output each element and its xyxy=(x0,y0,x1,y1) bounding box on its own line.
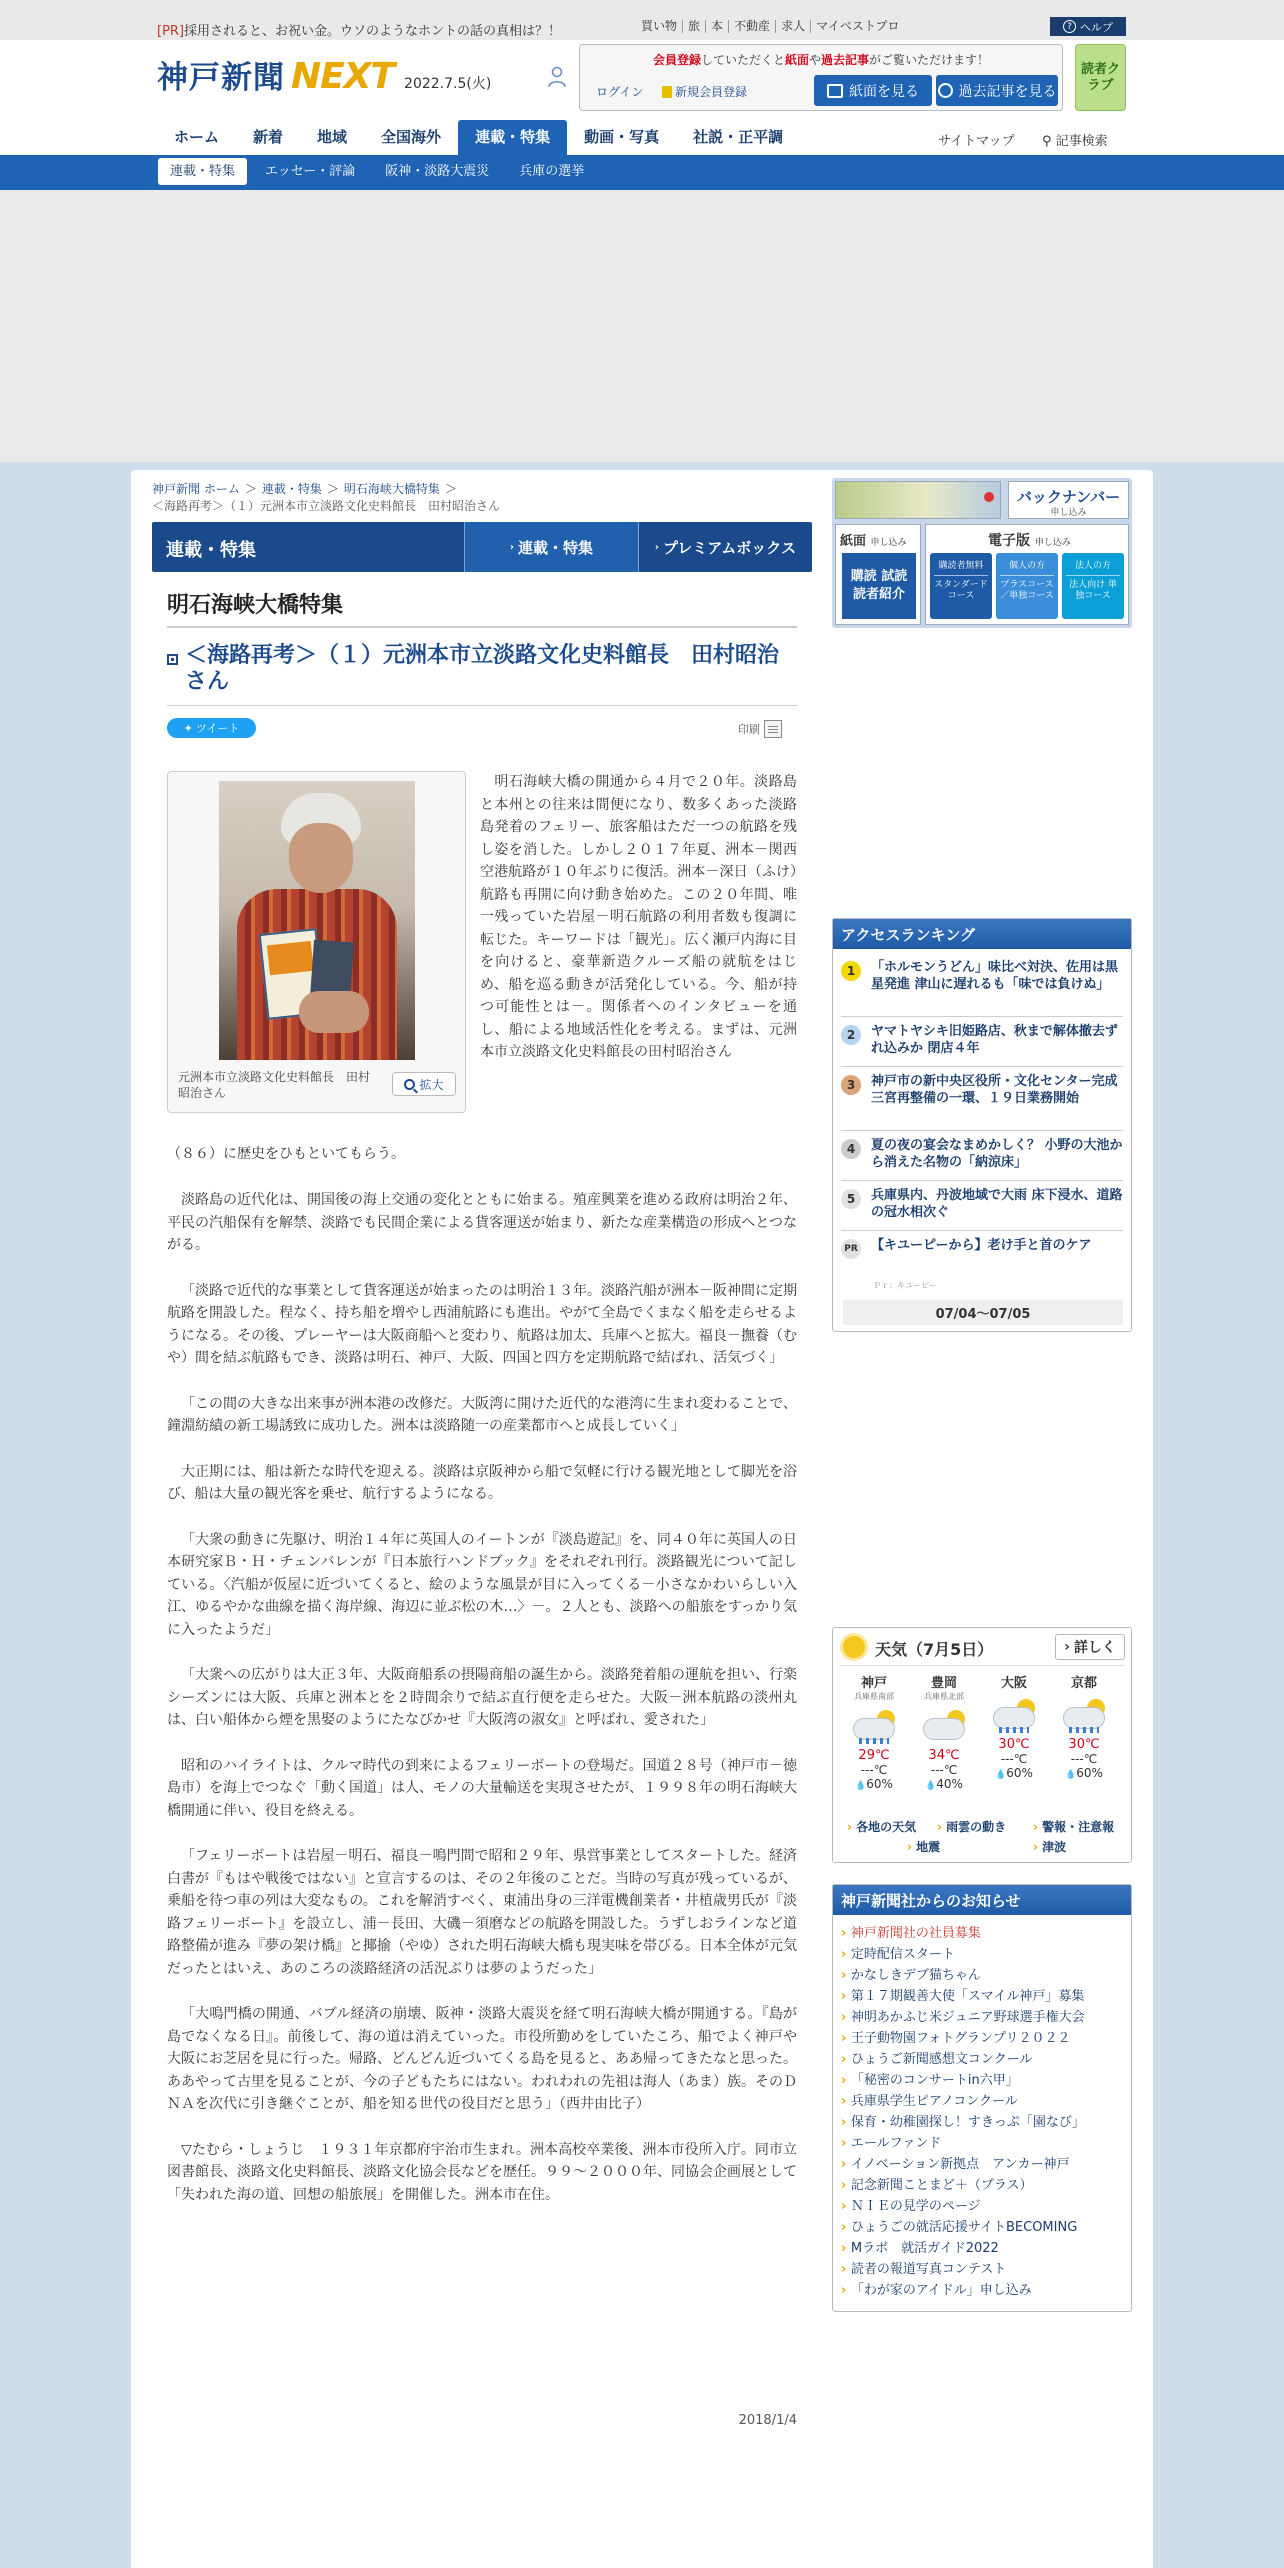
paragraph: 「大衆への広がりは大正３年、大阪商船系の摂陽商船の誕生から。淡路発着船の運航を担い、行楽シーズンには大阪、兵庫と洲本とを２時間余りで結ぶ直行便を走らせた。大阪－洲本航路の淡州丸は、白い船体から煙を黒娶のようにたなびかせ『大阪湾の淑女』と呼ばれ、愛された」 xyxy=(167,1667,797,1728)
member-box xyxy=(579,44,1063,111)
notice-item[interactable]: › 「秘密のコンサートin六甲」 xyxy=(841,2070,1085,2091)
nav-local[interactable]: 地域 xyxy=(317,128,348,146)
ranking-item[interactable]: 4 夏の夜の宴会なまめかしく？ 小野の大池から消えた名物の「納涼床」 xyxy=(841,1137,1123,1181)
paper-icon xyxy=(827,84,843,98)
twitter-bird-icon: ✦ xyxy=(183,721,193,735)
company-notices xyxy=(832,1884,1132,2312)
link-mybestpro[interactable]: マイベストプロ xyxy=(810,20,904,33)
site-logo[interactable] xyxy=(157,52,491,96)
sun-icon xyxy=(843,1636,865,1658)
cloudy-sun-icon xyxy=(919,1708,969,1744)
ranking-period: 07/04～07/05 xyxy=(843,1300,1123,1325)
nav-features[interactable]: 連載・特集 xyxy=(458,120,567,155)
ranking-item[interactable]: 1 「ホルモンうどん」味比べ対決、佐用は黒星発進 津山に遅れるも「味では負けぬ」 xyxy=(841,959,1123,1017)
notice-item[interactable]: › 兵庫県学生ピアノコンクール xyxy=(841,2091,1085,2112)
digital-standard-button[interactable]: 購読者無料 スタンダード コース xyxy=(930,553,992,619)
crumb-current: ＜海路再考＞（１）元洲本市立淡路文化史料館長 田村昭治さん xyxy=(152,499,501,513)
weather-link-radar[interactable]: › 雨雲の動き xyxy=(937,1818,1006,1835)
crumb-home[interactable]: 神戸新聞 ホーム xyxy=(152,482,240,496)
link-travel[interactable]: 旅 xyxy=(682,20,705,33)
subnav-essay[interactable]: エッセー・評論 xyxy=(265,164,356,179)
sitemap-link[interactable]: サイトマップ xyxy=(938,134,1015,149)
divider xyxy=(167,705,797,706)
notice-item[interactable]: › 神戸新聞社の社員募集 xyxy=(841,1923,1085,1944)
section-header xyxy=(152,522,812,572)
weather-city-osaka: 大阪 30℃ ---℃ 💧 60% xyxy=(981,1672,1047,1780)
breadcrumb: 神戸新聞 ホーム ＞ 連載・特集 ＞ 明石海峡大橋特集 ＞ ＜海路再考＞（１）元洲本市立淡路文化史料館長 田村昭治さん xyxy=(152,481,652,515)
weather-link-earthquake[interactable]: › 地震 xyxy=(907,1838,940,1855)
pr-link[interactable] xyxy=(157,20,561,39)
notice-item[interactable]: › 第１７期観善大使「スマイル神戸」募集 xyxy=(841,1986,1085,2007)
pr-text: 採用されると、お祝い金。ウソのようなホントの話の真相は？！ xyxy=(184,24,562,39)
member-message: 会員登録していただくと紙面や過去記事がご覧いただけます！ xyxy=(652,53,990,67)
divider xyxy=(167,626,797,628)
view-paper-button[interactable]: 紙面を見る xyxy=(814,75,932,106)
article-lead-continued: （８６）に歴史をひもといてもらう。 xyxy=(167,1146,405,1162)
chevron-right-icon: › xyxy=(1064,1639,1070,1655)
notice-item[interactable]: › ＮＩＥの見学のページ xyxy=(841,2196,1085,2217)
cloudy-rain-icon xyxy=(849,1708,899,1744)
magnifier-icon xyxy=(404,1079,415,1090)
tab-premium-box[interactable]: › プレミアムボックス xyxy=(638,522,812,572)
print-button[interactable]: 印刷 xyxy=(738,720,782,738)
paper-subscribe-button[interactable]: 購読 試読 読者紹介 xyxy=(842,553,916,619)
weather-link-regions[interactable]: › 各地の天気 xyxy=(847,1818,916,1835)
paragraph: 昭和のハイライトは、クルマ時代の到来によるフェリーボートの登場だ。国道２８号（神戸市－徳島市）を海上でつなぐ「動く国道」は人、モノの大量輸送を実現させたが、１９９８年の明石海峡大橋開通に伴い、役目を終える。 xyxy=(167,1757,797,1819)
view-past-button[interactable]: 過去記事を見る xyxy=(936,75,1058,106)
notice-item[interactable]: › 神明あかふじ米ジュニア野球選手権大会 xyxy=(841,2007,1085,2028)
subnav-earthquake[interactable]: 阪神・淡路大震災 xyxy=(385,164,490,179)
notice-item[interactable]: › 記念新聞ことまど＋（プラス） xyxy=(841,2175,1085,2196)
print-icon xyxy=(764,720,782,738)
cloudy-rain-icon xyxy=(1059,1697,1109,1733)
profile-paragraph: ▽たむら・しょうじ １９３１年京都府宇治市生まれ。洲本高校卒業後、洲本市役所入庁。同市立図書館長、淡路文化史料館長、淡路文化協会長などを歴任。９９～２０００年、同協会企画展として「失われた海の道、回想の船旅展」を開催した。洲本市在住。 xyxy=(167,2141,797,2203)
notice-item[interactable]: › 王子動物園フォトグランプリ２０２２ xyxy=(841,2028,1085,2049)
pr-credit: Ｐｒ：キユーピー xyxy=(873,1281,937,1290)
logo-next: NEXT xyxy=(291,56,395,97)
title-bullet-icon xyxy=(167,654,178,665)
digital-personal-button[interactable]: 個人の方 プラスコース ／単独コース xyxy=(996,553,1058,619)
paper-subscription: 紙面 申し込み 購読 試読 読者紹介 xyxy=(835,524,921,625)
digital-subscription: 電子版 申し込み 購読者無料 スタンダード コース 個人の方 プラスコース ／単独コース 法人の方 法人向け 単独コース xyxy=(925,524,1129,625)
register-link[interactable]: 新規会員登録 xyxy=(662,83,747,100)
banner-ad-image[interactable] xyxy=(835,481,1001,519)
article-body xyxy=(167,1189,797,2229)
tweet-button[interactable]: ✦ ツイート xyxy=(167,718,256,738)
nav-video[interactable]: 動画・写真 xyxy=(584,128,660,146)
link-book[interactable]: 本 xyxy=(705,20,728,33)
subscription-banner xyxy=(832,478,1132,628)
weather-widget xyxy=(832,1627,1132,1863)
paragraph: 「大衆の動きに先駆け、明治１４年に英国人のイートンが『淡島遊記』を、同４０年に英国人の日本研究家Ｂ・Ｈ・チェンバレンが『日本旅行ハンドブック』をそれぞれ刊行。淡路観光について記している。〈汽船が仮屋に近づいてくると、絵のような風景が目に入ってくる－小さなかわいらしい入江、ゆるやかな曲線を描く海岸線、海辺に並ぶ松の木…〉－。２人とも、淡路への船旅をすっかり気に入ったようだ」 xyxy=(167,1531,797,1638)
link-realestate[interactable]: 不動産 xyxy=(728,20,775,33)
notice-item[interactable]: › 保育・幼稚園探し！すきっぷ「園なび」 xyxy=(841,2112,1085,2133)
paragraph: 「淡路で近代的な事業として貨客運送が始まったのは明治１３年。淡路汽船が洲本－阪神間に定期航路を開設した。程なく、持ち船を増やし西浦航路にも進出。やがて全島でくまなく船を走らせるようになる。その後、プレーヤーは大阪商船へと変わり、航路は加太、兵庫へと拡大。福良－撫養（むや）間を結ぶ航路もでき、淡路は明石、神戸、大阪、四国と四方を定期航路で結ばれ、活気づく」 xyxy=(167,1282,797,1366)
weather-link-tsunami[interactable]: › 津波 xyxy=(1033,1838,1066,1855)
logo-main: 神戸新聞 xyxy=(157,60,285,96)
question-icon: ? xyxy=(1063,20,1076,33)
notices-list xyxy=(841,1923,1085,2301)
digital-corporate-button[interactable]: 法人の方 法人向け 単独コース xyxy=(1062,553,1124,619)
notice-item[interactable]: › Mラボ 就活ガイド2022 xyxy=(841,2238,1085,2259)
paragraph: 「フェリーボートは岩屋－明石、福良－鳴門間で昭和２９年、県営事業としてスタートした。経済白書が『もはや戦後ではない』と宣言するのは、その２年後のことだ。当時の写真が残っているが、乗船を待つ車の列は大変なもの。これを解消すべく、東浦出身の三洋電機創業者・井植歳男氏が『淡路フェリーボート』を設立し、浦－長田、大磯－須磨などの航路を開設した。うずしおラインなど道路整備が進み『夢の架け橋』と揶揄（やゆ）された明石海峡大橋も現実味を帯びる。日本全体が元気だったとはいえ、あのころの淡路経済の活況ぶりは夢のようだった」 xyxy=(167,1848,797,1977)
notice-item[interactable]: › ひょうごの就活応援サイトBECOMING xyxy=(841,2217,1085,2238)
main-nav xyxy=(157,120,800,155)
header-date: 2022.7.5(火) xyxy=(404,76,492,92)
zoom-button[interactable]: 拡大 xyxy=(392,1072,456,1096)
paragraph: 淡路島の近代化は、開国後の海上交通の変化とともに始まる。殖産興業を進める政府は明治２年、平民の汽船保有を解禁、淡路でも民間企業による貨客運送が始まり、新たな産業構造の形成へとつながる。 xyxy=(167,1192,797,1253)
notice-item[interactable]: › かなしきデブ猫ちゃん xyxy=(841,1965,1085,1986)
backnumber-button[interactable]: バックナンバー 申し込み xyxy=(1008,481,1129,519)
ranking-item[interactable]: 3 神戸市の新中央区役所・文化センター完成 三宮再整備の一環、１９日業務開始 xyxy=(841,1073,1123,1131)
notice-item[interactable]: › 「わが家のアイドル」申し込み xyxy=(841,2280,1085,2301)
nav-national[interactable]: 全国海外 xyxy=(381,128,442,146)
ranking-item[interactable]: 2 ヤマトヤシキ旧姫路店、秋まで解体撤去ずれ込みか 閉店４年 xyxy=(841,1023,1123,1067)
tab-features[interactable]: › 連載・特集 xyxy=(464,522,638,572)
nav-new[interactable]: 新着 xyxy=(253,128,284,146)
weather-city-toyooka: 豊岡 兵庫県北部 34℃ ---℃ 💧 40% xyxy=(911,1672,977,1791)
photo-box xyxy=(167,771,466,1113)
ranking-item[interactable]: 5 兵庫県内、丹波地域で大雨 床下浸水、道路の冠水相次ぐ xyxy=(841,1187,1123,1231)
weather-more-button[interactable]: › 詳しく xyxy=(1055,1634,1125,1660)
nav-home[interactable]: ホーム xyxy=(174,128,220,146)
notice-item[interactable]: › 定時配信スタート xyxy=(841,1944,1085,1965)
photo-caption: 元洲本市立淡路文化史料館長 田村昭治さん xyxy=(178,1070,371,1100)
paragraph: 「この間の大きな出来事が洲本港の改修だ。大阪湾に開けた近代的な港湾に生まれ変わることで、鐘淵紡績の新工場誘致に成功した。洲本は淡路随一の産業都市へと成長していく」 xyxy=(167,1395,797,1434)
ranking-title: アクセスランキング xyxy=(833,919,1131,949)
paragraph: 「大鳴門橋の開通、バブル経済の崩壊、阪神・淡路大震災を経て明石海峡大橋が開通する。『島が島でなくなる日』。前後して、海の道は消えていった。市役所勤めをしていたころ、船でよく神戸や大阪にお芝居を見に行った。帰路、どんどん近づいてくる島を見ると、ああ帰ってきたなと思った。ああやって古里を見ることが、今の子どもたちにはない。われわれの先祖は海人（あま）族。そのＤＮＡを次代に引き継ぐことが、船を知る世代の役目だと思う」（西井由比子） xyxy=(167,2006,797,2112)
crumb-features[interactable]: 連載・特集 xyxy=(261,482,322,496)
paragraph: 大正期には、船は新たな時代を迎える。淡路は京阪神から船で気軽に行ける観光地として脚光を浴び、船は大量の観光客を乗せ、航行するようになる。 xyxy=(167,1463,797,1502)
search-icon: ⚲ xyxy=(1042,134,1056,149)
beginner-mark-icon xyxy=(662,86,672,98)
nav-editorial[interactable]: 社説・正平調 xyxy=(693,128,784,146)
user-icon xyxy=(548,66,566,88)
subnav-features[interactable]: 連載・特集 xyxy=(158,158,247,185)
service-links xyxy=(636,20,904,33)
section-title: 連載・特集 xyxy=(166,540,256,561)
article-date: 2018/1/4 xyxy=(738,2413,797,2428)
clock-icon xyxy=(938,83,953,98)
notices-title: 神戸新聞社からのお知らせ xyxy=(833,1885,1131,1915)
sub-nav xyxy=(0,155,1284,190)
help-label: ヘルプ xyxy=(1080,20,1113,34)
link-shopping[interactable]: 買い物 xyxy=(641,19,678,33)
ranking-item-pr[interactable]: PR 【キユーピーから】老け手と首のケア xyxy=(841,1237,1123,1273)
pr-tag: [PR] xyxy=(157,24,185,39)
notice-item[interactable]: › ひょうご新聞感想文コンクール xyxy=(841,2049,1085,2070)
access-ranking xyxy=(832,918,1132,1332)
reader-club-button[interactable]: 読者クラブ xyxy=(1075,44,1126,111)
notice-item[interactable]: › 読者の報道写真コンテスト xyxy=(841,2259,1085,2280)
weather-city-kyoto: 京都 30℃ ---℃ 💧 60% xyxy=(1051,1672,1117,1780)
weather-title: 天気（7月5日） xyxy=(875,1640,994,1659)
notice-item[interactable]: › エールファンド xyxy=(841,2133,1085,2154)
cloudy-rain-icon xyxy=(989,1697,1039,1733)
link-jobs[interactable]: 求人 xyxy=(775,20,810,33)
article-lead: 明石海峡大橋の開通から４月で２０年。淡路島と本州との往来は間便になり、数多くあった淡路島発着のフェリー、旅客船はただ一つの航路を残し姿を消した。しかし２０１７年夏、洲本－関西空港航路が１０年ぶりに復活。洲本－深日（ふけ）航路も再開に向け動き始めた。この２０年間、唯一残っていた岩屋－明石航路の利用者数も復調に転じた。キーワードは「観光」。広く瀬戸内海に目を向けると、豪華新造クルーズ船の就航をはじめ、船を巡る動きが活発化している。今、船が持つ可能性とは－。関係者へのインタビューを通し、船による地域活性化を考える。まずは、元洲本市立淡路文化史料館長の田村昭治さん xyxy=(480,774,797,1060)
help-button[interactable] xyxy=(1050,17,1126,36)
weather-link-warnings[interactable]: › 警報・注意報 xyxy=(1033,1818,1114,1835)
article-search-link[interactable]: ⚲ 記事検索 xyxy=(1042,134,1108,149)
subnav-election[interactable]: 兵庫の選挙 xyxy=(519,164,585,179)
notice-item[interactable]: › イノベーション新拠点 アンカー神戸 xyxy=(841,2154,1085,2175)
feature-title: 明石海峡大橋特集 xyxy=(167,593,344,618)
article-photo[interactable] xyxy=(219,781,415,1060)
login-link[interactable]: ログイン xyxy=(596,85,644,99)
weather-city-kobe: 神戸 兵庫県南部 29℃ ---℃ 💧 60% xyxy=(841,1672,907,1791)
article-title: ＜海路再考＞（１）元洲本市立淡路文化史料館長 田村昭治さん xyxy=(185,643,780,694)
crumb-akashi[interactable]: 明石海峡大橋特集 xyxy=(343,482,440,496)
ad-area xyxy=(0,190,1284,462)
